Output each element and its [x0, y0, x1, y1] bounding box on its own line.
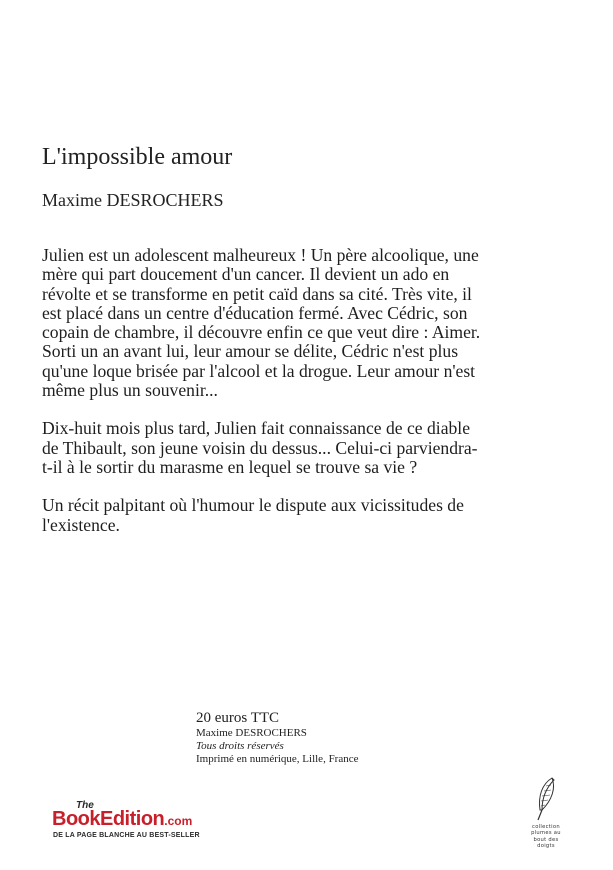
logo-wordmark [52, 808, 192, 831]
collection-line: doigts [537, 843, 555, 850]
logo-tagline: DE LA PAGE BLANCHE AU BEST-SELLER [53, 832, 200, 839]
imprint-author: Maxime DESROCHERS [196, 727, 307, 739]
feather-icon [524, 776, 568, 822]
blurb-paragraph: Un récit palpitant où l'humour le dispute aux vicissitudes de l'existence. [42, 495, 464, 535]
collection-line: bout des [533, 836, 559, 843]
book-title: L'impossible amour [42, 144, 233, 170]
rights-notice: Tous droits réservés [196, 740, 284, 752]
book-author: Maxime DESROCHERS [42, 190, 224, 210]
collection-line: plumes au [531, 830, 561, 837]
imprint-block [196, 710, 359, 766]
book-blurb [42, 246, 482, 554]
collection-text [524, 824, 568, 850]
blurb-paragraph: Julien est un adolescent malheureux ! Un père alcoolique, une mère qui part doucement d'un cancer. Il devient un ado en révolte et se transforme en petit caïd dans sa cité. Très vite, il est placé dans un centre d'éducation fermé. Avec Cédric, son copain de chambre, il découvre enfin ce que veut dire : Aimer. Sorti un an avant lui, leur amour se délite, Cédric n'est plus qu'une loque brisée par l'alcool et la drogue. Leur amour n'est même plus un souvenir... [42, 245, 481, 401]
print-location: Imprimé en numérique, Lille, France [196, 753, 359, 765]
collection-line: collection [532, 824, 560, 830]
bookedition-logo [52, 800, 252, 842]
price-label: 20 euros TTC [196, 710, 280, 726]
collection-badge [524, 776, 568, 850]
logo-the-text: The [76, 800, 94, 811]
logo-domain: .com [164, 814, 193, 828]
blurb-paragraph: Dix-huit mois plus tard, Julien fait connaissance de ce diable de Thibault, son jeune voisin du dessus... Celui-ci parviendra-t-il à le sortir du marasme en lequel se trouve sa vie ? [42, 418, 478, 477]
logo-name: BookEdition [52, 808, 165, 830]
